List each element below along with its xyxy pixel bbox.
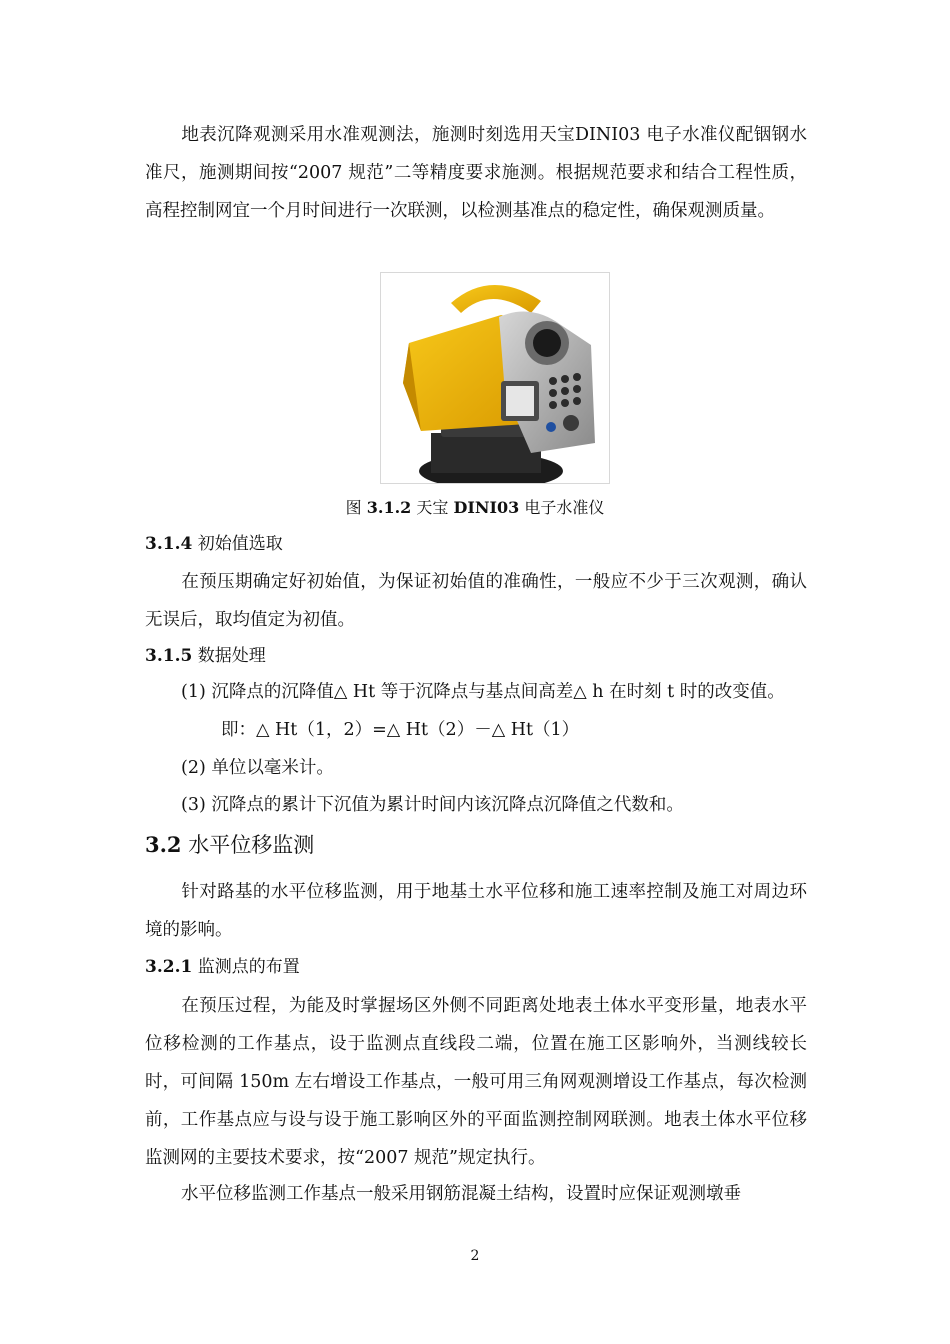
heading-3-2: 3.2 水平位移监测 bbox=[145, 832, 315, 857]
horizontal-displacement-paragraph: 针对路基的水平位移监测，用于地基土水平位移和施工速率控制及施工对周边环境的影响。 bbox=[145, 882, 807, 940]
intro-text: 地表沉降观测采用水准观测法，施测时刻选用天宝DINI03 电子水准仪配铟钢水准尺，施测期间按“2007 规范”二等精度要求施测。根据规范要求和结合工程性质，高程控制网宜一个月时间进行一次联测，以检测基准点的稳定性，确保观测质量。 bbox=[145, 125, 807, 221]
base-point-paragraph: 水平位移监测工作基点一般采用钢筋混凝土结构，设置时应保证观测墩垂 bbox=[181, 1184, 741, 1204]
monitoring-layout-paragraph: 在预压过程，为能及时掌握场区外侧不同距离处地表土体水平变形量，地表水平位移检测的工作基点，设于监测点直线段二端，位置在施工区影响外，当测线较长时，可间隔 150m 左右增设工作基点，一般可用三角网观测增设工作基点，每次检测前，工作基点应与设与设于施工影响区外的平面监测控制网联测。地表土体水平位移监测网的主要技术要求，按“2007 规范”规定执行。 bbox=[145, 996, 807, 1168]
heading-3-1-5: 3.1.5 数据处理 bbox=[145, 646, 266, 666]
heading-3-2-1: 3.2.1 监测点的布置 bbox=[145, 957, 300, 977]
level-instrument-image bbox=[381, 273, 609, 483]
figure-caption: 图 3.1.2 天宝 DINI03 电子水准仪 bbox=[345, 498, 605, 517]
intro-paragraph bbox=[145, 116, 807, 230]
page-number: 2 bbox=[470, 1248, 480, 1264]
heading-3-1-4: 3.1.4 初始值选取 bbox=[145, 534, 283, 554]
formula-line: 即：△ Ht（1，2）=△ Ht（2）－△ Ht（1） bbox=[221, 720, 580, 740]
instrument-figure bbox=[380, 272, 610, 484]
list-item-1: (1) 沉降点的沉降值△ Ht 等于沉降点与基点间高差△ h 在时刻 t 时的改变值。 bbox=[181, 682, 785, 702]
initial-value-paragraph: 在预压期确定好初始值，为保证初始值的准确性，一般应不少于三次观测，确认无误后，取均值定为初值。 bbox=[145, 572, 807, 630]
list-item-2: (2) 单位以毫米计。 bbox=[181, 758, 334, 778]
list-item-3: (3) 沉降点的累计下沉值为累计时间内该沉降点沉降值之代数和。 bbox=[181, 795, 684, 815]
